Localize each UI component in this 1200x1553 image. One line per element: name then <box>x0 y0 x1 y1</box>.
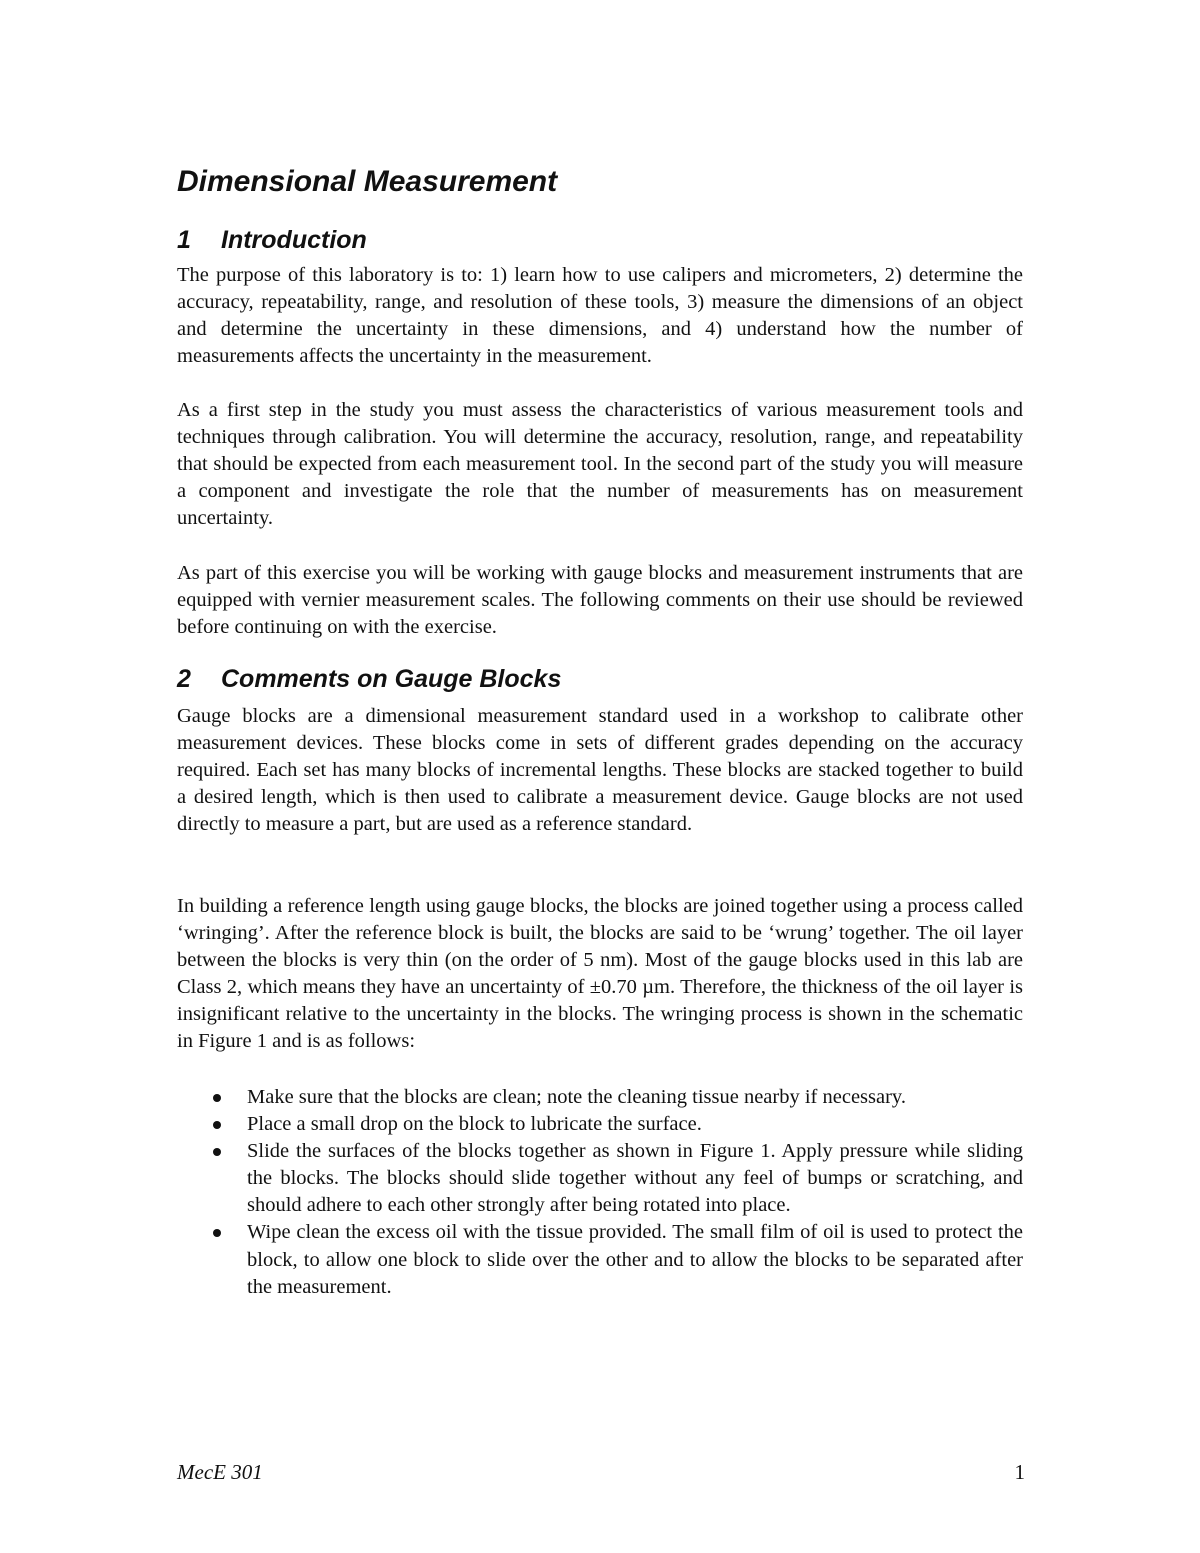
section-heading-gauge-blocks <box>177 664 561 694</box>
list-item <box>177 1138 1023 1219</box>
list-item <box>177 1219 1023 1300</box>
section-number: 2 <box>177 665 191 693</box>
list-item <box>177 1111 1023 1138</box>
bullet-icon <box>213 1121 221 1129</box>
list-item <box>177 1084 1023 1111</box>
footer-course: MecE 301 <box>177 1460 263 1484</box>
gauge-paragraph-1: Gauge blocks are a dimensional measurement standard used in a workshop to calibrate other measurement devices. These blocks come in sets of different grades depending on the accuracy required. Each set has many blocks of incremental lengths. These blocks are stacked together to build a desired length, which is then used to calibrate a measurement device. Gauge blocks are not used directly to measure a part, but are used as a reference standard. <box>177 705 1023 836</box>
document-title: Dimensional Measurement <box>177 165 558 198</box>
intro-paragraph-1: The purpose of this laboratory is to: 1) learn how to use calipers and micrometers, 2) determine the accuracy, repeatability, range, and resolution of these tools, 3) measure the dimensions of an object and determine the uncertainty in these dimensions, and 4) understand how the number of measurements affects the uncertainty in the measurement. <box>177 264 1023 368</box>
gauge-paragraph-2: In building a reference length using gauge blocks, the blocks are joined together using a process called ‘wringing’. After the reference block is built, the blocks are said to be ‘wrung’ together. The oil layer between the blocks is very thin (on the order of 5 nm). Most of the gauge blocks used in this lab are Class 2, which means they have an uncertainty of ±0.70 µm. Therefore, the thickness of the oil layer is insignificant relative to the uncertainty in the blocks. The wringing process is shown in the schematic in Figure 1 and is as follows: <box>177 895 1023 1053</box>
bullet-icon <box>213 1094 221 1102</box>
intro-paragraph-2: As a first step in the study you must assess the characteristics of various measurement tools and techniques through calibration. You will determine the accuracy, resolution, range, and repeatability that should be expected from each measurement tool. In the second part of the study you will measure a component and investigate the role that the number of measurements has on measurement uncertainty. <box>177 399 1023 530</box>
section-heading-introduction <box>177 225 367 255</box>
bullet-icon <box>213 1148 221 1156</box>
footer-page-number: 1 <box>1014 1460 1025 1484</box>
list-item-text: Wipe clean the excess oil with the tissue provided. The small film of oil is used to protect the block, to allow one block to slide over the other and to allow the blocks to be separated after the measurement. <box>247 1221 1023 1298</box>
intro-paragraph-3: As part of this exercise you will be working with gauge blocks and measurement instruments that are equipped with vernier measurement scales. The following comments on their use should be reviewed before continuing on with the exercise. <box>177 562 1023 639</box>
list-item-text: Place a small drop on the block to lubricate the surface. <box>247 1113 702 1136</box>
section-title: Comments on Gauge Blocks <box>221 665 562 693</box>
wringing-steps-list <box>177 1084 1023 1301</box>
section-number: 1 <box>177 226 191 254</box>
section-title: Introduction <box>221 226 367 254</box>
bullet-icon <box>213 1229 221 1237</box>
list-item-text: Slide the surfaces of the blocks together as shown in Figure 1. Apply pressure while sliding the blocks. The blocks should slide together without any feel of bumps or scratching, and should adhere to each other strongly after being rotated into place. <box>247 1140 1023 1217</box>
list-item-text: Make sure that the blocks are clean; note the cleaning tissue nearby if necessary. <box>247 1086 906 1108</box>
